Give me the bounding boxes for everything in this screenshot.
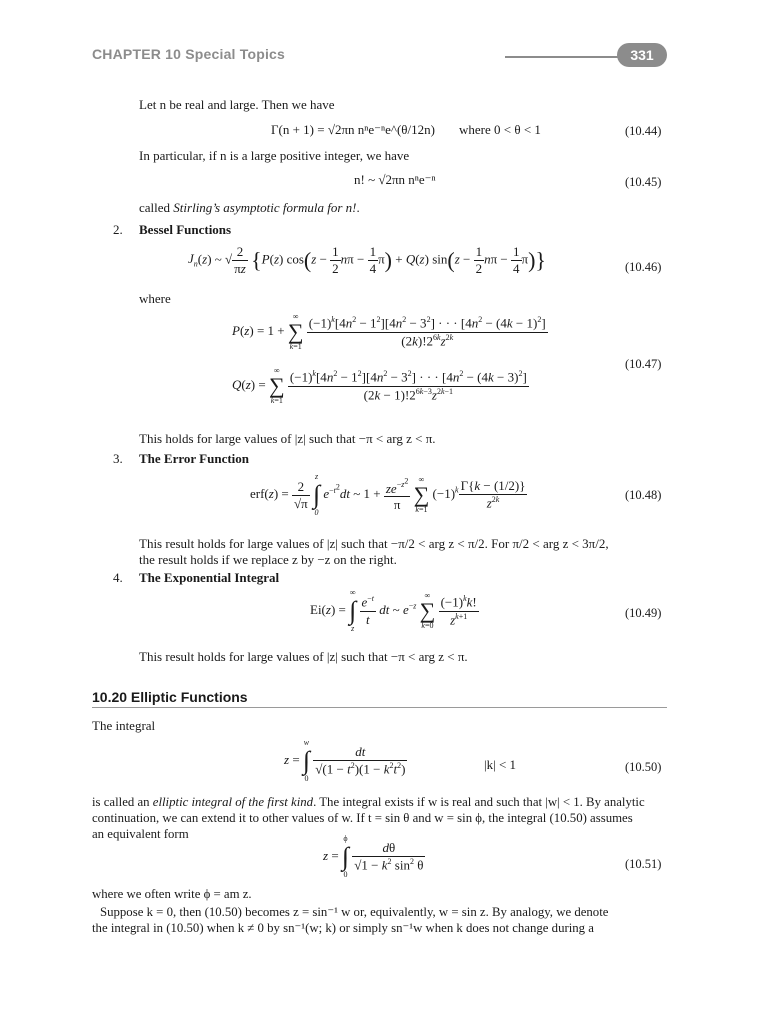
error-fn-number: 3. [113, 451, 123, 466]
para1-pre: is called an [92, 795, 153, 809]
equation-10-45-number: (10.45) [625, 175, 662, 189]
equation-10-48: erf(z) = $\frac{2}{√\pi}$ z ∫ 0 $e^{-t^2}dt$ ~ 1 + $\frac{ze^{-z^2}}{\pi}$ ∞ ∑ k=1 $(-1)^k$ $\frac{\Gamma\{k - (1/2)\}}{z^{2k}}$ [250, 472, 526, 517]
equation-10-47-p: P(z) = 1 + ∞ ∑ k=1 $\frac{(-1)^k[4n^2 - 1^2][4n^2 - 3^2] \cdot \cdot \cdot [4n^2 - (4k - 1)^2]}{(2k)!2^{6k}z^{2k}}$ [232, 312, 546, 351]
equation-10-50-number: (10.50) [625, 760, 662, 774]
bessel-holds: This holds for large values of |z| such that −π < arg z < π. [139, 431, 436, 446]
error-fn-title: The Error Function [139, 451, 250, 466]
equation-10-50-condition: |k| < 1 [484, 757, 517, 772]
equation-10-49: Ei(z) = ∞ ∫ z $\frac{e^{-t}}{t}$ dt ~ $e^{-z}$ ∞ ∑ k=0 $\frac{(-1)^kk!}{z^{k+1}}$ [310, 588, 477, 633]
bessel-where: where [139, 291, 171, 306]
equation-10-44-lhs: Γ(n + 1) = [271, 122, 328, 137]
elliptic-paragraph-1-line1 [92, 795, 668, 811]
stirling-particular: In particular, if n is a large positive integer, we have [139, 148, 410, 163]
equation-10-49-number: (10.49) [625, 606, 662, 620]
equation-10-47-number: (10.47) [625, 357, 662, 371]
exp-integral-result: This result holds for large values of |z| such that −π < arg z < π. [139, 649, 468, 664]
para1-post: . The integral exists if w is real and such that |w| < 1. By analytic [313, 795, 645, 809]
para1-term: elliptic integral of the first kind [152, 795, 314, 809]
exp-integral-number: 4. [113, 570, 123, 585]
stirling-intro: Let n be real and large. Then we have [139, 97, 335, 112]
stirling-called [139, 200, 360, 215]
section-title: 10.20 Elliptic Functions [92, 689, 248, 705]
integral-label: The integral [92, 718, 156, 733]
equation-10-50: z = w ∫ 0 $\frac{dt}{√(1 - t^2)(1 - k^2t^2)}$ [284, 738, 406, 783]
exp-integral-title: The Exponential Integral [139, 570, 280, 585]
page-number-badge: 331 [617, 43, 667, 67]
header-rule [505, 56, 635, 58]
equation-10-44 [271, 122, 435, 138]
equation-10-46: $J_n(z)$ ~ √ $\frac{2}{\pi z}$ {P(z) cos(z − $\frac{1}{2}$ nπ − $\frac{1}{4}$ π) + Q(z) sin(z − $\frac{1}{2}$ nπ − $\frac{1}{4}$ π)} [188, 244, 546, 276]
equation-10-44-rhs: √2πn nⁿe⁻ⁿe^(θ/12n) [327, 122, 435, 137]
bessel-title: Bessel Functions [139, 222, 232, 237]
equation-10-46-number: (10.46) [625, 260, 662, 274]
equation-10-45: n! ~ √2πn nⁿe⁻ⁿ [354, 172, 436, 187]
elliptic-paragraph-1-line2: continuation, we can extend it to other values of w. If t = sin θ and w = sin ϕ, the integral (10.50) assumes [92, 811, 633, 825]
section-rule [92, 707, 667, 708]
equation-10-48-number: (10.48) [625, 488, 662, 502]
elliptic-where-write: where we often write ϕ = am z. [92, 887, 252, 901]
chapter-header: CHAPTER 10 Special Topics [92, 46, 286, 62]
stirling-formula-name: Stirling’s asymptotic formula for n! [173, 200, 357, 215]
stirling-called-pre: called [139, 200, 174, 215]
elliptic-paragraph-1-line3: an equivalent form [92, 827, 189, 841]
bessel-number: 2. [113, 222, 123, 237]
stirling-called-post: . [356, 200, 360, 215]
error-fn-result-line1: This result holds for large values of |z| such that −π/2 < arg z < π/2. For π/2 < arg z < 3π/2, [139, 536, 609, 551]
elliptic-paragraph-2-line1: Suppose k = 0, then (10.50) becomes z = sin⁻¹ w or, equivalently, w = sin z. By analogy, we denote [100, 905, 609, 919]
equation-10-51-number: (10.51) [625, 857, 662, 871]
equation-10-47-q: Q(z) = ∞ ∑ k=1 $\frac{(-1)^k[4n^2 - 1^2][4n^2 - 3^2] \cdot \cdot \cdot [4n^2 - (4k - 3)^2]}{(2k - 1)!2^{6k-3}z^{2k-1}}$ [232, 366, 527, 405]
equation-10-51: z = ϕ ∫ 0 $\frac{d\theta}{√1 - k^2 \sin^2 \theta}$ [323, 834, 424, 879]
equation-10-44-number: (10.44) [625, 124, 662, 138]
equation-10-44-condition: where 0 < θ < 1 [459, 122, 541, 137]
elliptic-paragraph-2-line2: the integral in (10.50) when k ≠ 0 by sn⁻¹(w; k) or simply sn⁻¹w when k does not change during a [92, 921, 594, 935]
error-fn-result-line2: the result holds if we replace z by −z on the right. [139, 552, 397, 567]
